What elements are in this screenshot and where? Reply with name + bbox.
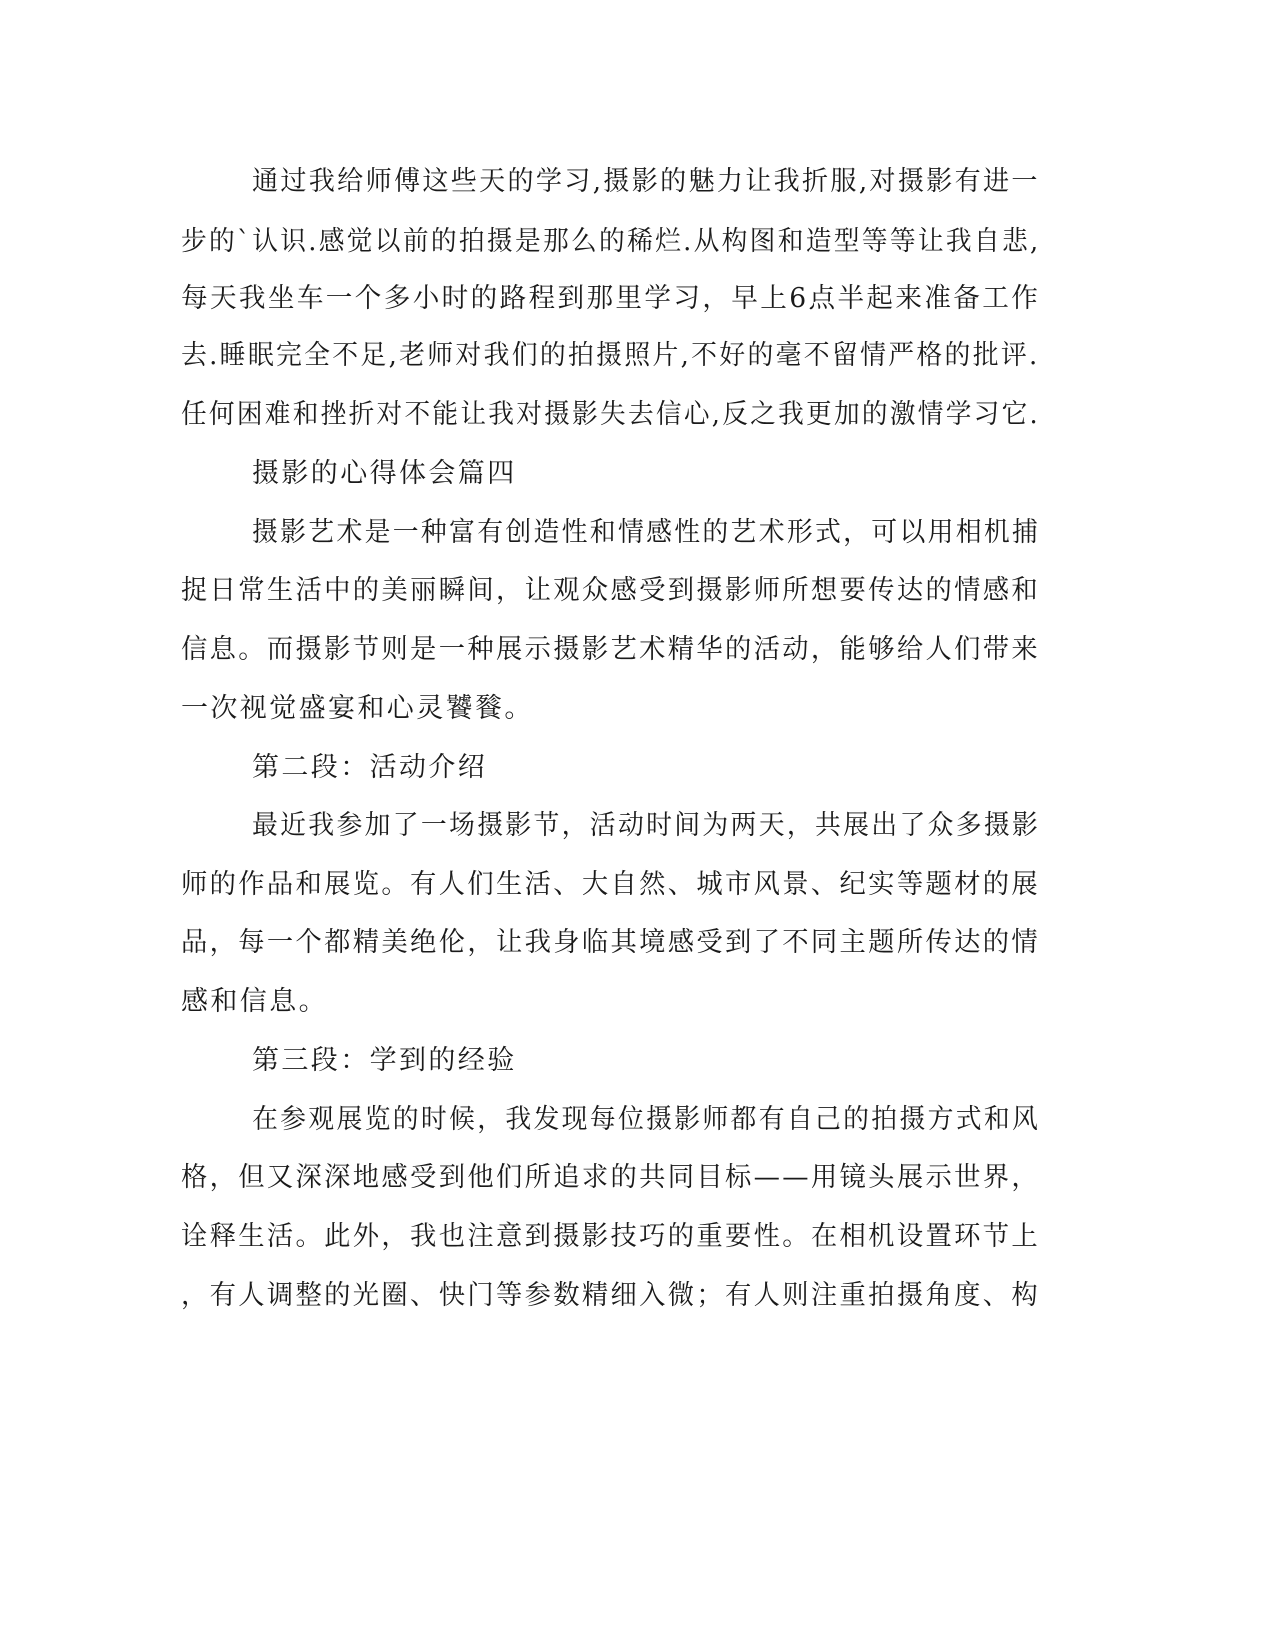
- section-heading: 第二段：活动介绍: [252, 752, 488, 783]
- text-line: 摄影艺术是一种富有创造性和情感性的艺术形式，可以用相机捕: [252, 517, 1041, 548]
- section-heading: 摄影的心得体会篇四: [252, 458, 517, 489]
- text-line: 一次视觉盛宴和心灵饕餮。: [181, 693, 534, 724]
- text-line: 步的`认识.感觉以前的拍摄是那么的稀烂.从构图和造型等等让我自悲,: [181, 226, 1041, 257]
- text-line: 最近我参加了一场摄影节，活动时间为两天，共展出了众多摄影: [252, 810, 1041, 841]
- text-line: 通过我给师傅这些天的学习,摄影的魅力让我折服,对摄影有进一: [252, 166, 1040, 197]
- text-line: ，有人调整的光圈、快门等参数精细入微；有人则注重拍摄角度、构: [181, 1280, 1040, 1311]
- text-line: 感和信息。: [181, 986, 328, 1017]
- text-line: 去.睡眠完全不足,老师对我们的拍摄照片,不好的毫不留情严格的批评.: [181, 340, 1040, 371]
- text-line: 任何困难和挫折对不能让我对摄影失去信心,反之我更加的激情学习它.: [181, 399, 1040, 430]
- text-line: 师的作品和展览。有人们生活、大自然、城市风景、纪实等题材的展: [181, 869, 1040, 900]
- section-heading: 第三段：学到的经验: [252, 1045, 517, 1076]
- text-line: 在参观展览的时候，我发现每位摄影师都有自己的拍摄方式和风: [252, 1104, 1041, 1135]
- text-line: 诠释生活。此外，我也注意到摄影技巧的重要性。在相机设置环节上: [181, 1221, 1040, 1252]
- text-line: 捉日常生活中的美丽瞬间，让观众感受到摄影师所想要传达的情感和: [181, 575, 1040, 606]
- text-line: 格，但又深深地感受到他们所追求的共同目标——用镜头展示世界，: [181, 1162, 1040, 1193]
- text-line: 每天我坐车一个多小时的路程到那里学习，早上6点半起来准备工作: [181, 283, 1041, 314]
- text-line: 信息。而摄影节则是一种展示摄影艺术精华的活动，能够给人们带来: [181, 634, 1040, 665]
- text-line: 品，每一个都精美绝伦，让我身临其境感受到了不同主题所传达的情: [181, 927, 1040, 958]
